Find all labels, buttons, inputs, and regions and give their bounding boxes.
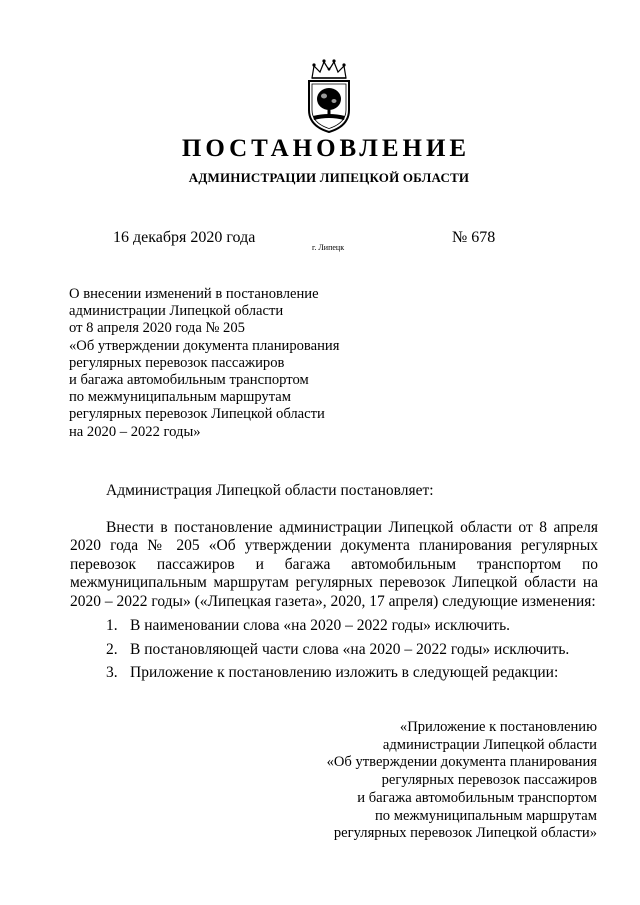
appendix-heading (197, 719, 597, 843)
subject-line: регулярных перевозок Липецкой области (69, 406, 325, 423)
list-item-text: В постановляющей части слова «на 2020 – 2022 годы» исключить. (130, 640, 570, 658)
body-paragraph: Внести в постановление администрации Липецкой области от 8 апреля 2020 года № 205 «Об утверждении документа планирования регулярных перевозок пассажиров и багажа автомобильным транспортом по межмуниципальным маршрутам регулярных перевозок Липецкой области на 2020 – 2022 годы» («Липецкая газета», 2020, 17 апреля) следующие изменения: (70, 519, 598, 610)
appendix-line: и багажа автомобильным транспортом (357, 789, 597, 806)
document-city: г. Липецк (312, 243, 345, 252)
list-item (106, 661, 569, 685)
document-title: ПОСТАНОВЛЕНИЕ (181, 135, 471, 162)
subject-line: и багажа автомобильным транспортом (69, 372, 309, 389)
list-item-text: В наименовании слова «на 2020 – 2022 годы» исключить. (130, 617, 511, 634)
subject-line: на 2020 – 2022 годы» (69, 423, 201, 440)
list-item (106, 614, 569, 638)
appendix-line: регулярных перевозок Липецкой области» (333, 825, 597, 842)
list-item-number: 1. (106, 617, 118, 634)
subject-line: «Об утверждении документа планирования (69, 337, 340, 354)
subject-line: от 8 апреля 2020 года № 205 (69, 320, 245, 337)
document-subject (69, 286, 389, 441)
resolution-intro: Администрация Липецкой области постановляет: (106, 482, 434, 499)
appendix-line: администрации Липецкой области (382, 736, 597, 753)
document-number: № 678 (452, 229, 496, 246)
appendix-line: по межмуниципальным маршрутам (375, 807, 597, 824)
document-date: 16 декабря 2020 года (113, 229, 256, 246)
list-item (106, 638, 569, 662)
changes-list (106, 614, 569, 685)
subject-line: О внесении изменений в постановление (69, 286, 319, 302)
subject-line: регулярных перевозок пассажиров (69, 354, 285, 371)
appendix-line: «Об утверждении документа планирования (326, 754, 597, 771)
list-item-number: 2. (106, 640, 118, 658)
coat-of-arms-icon (300, 58, 358, 134)
appendix-line: «Приложение к постановлению (399, 719, 597, 735)
subject-line: администрации Липецкой области (69, 303, 284, 320)
issuing-authority: АДМИНИСТРАЦИИ ЛИПЕЦКОЙ ОБЛАСТИ (188, 170, 470, 185)
appendix-line: регулярных перевозок пассажиров (381, 772, 597, 789)
list-item-number: 3. (106, 664, 118, 681)
list-item-text: Приложение к постановлению изложить в следующей редакции: (130, 664, 559, 681)
subject-line: по межмуниципальным маршрутам (69, 389, 291, 406)
